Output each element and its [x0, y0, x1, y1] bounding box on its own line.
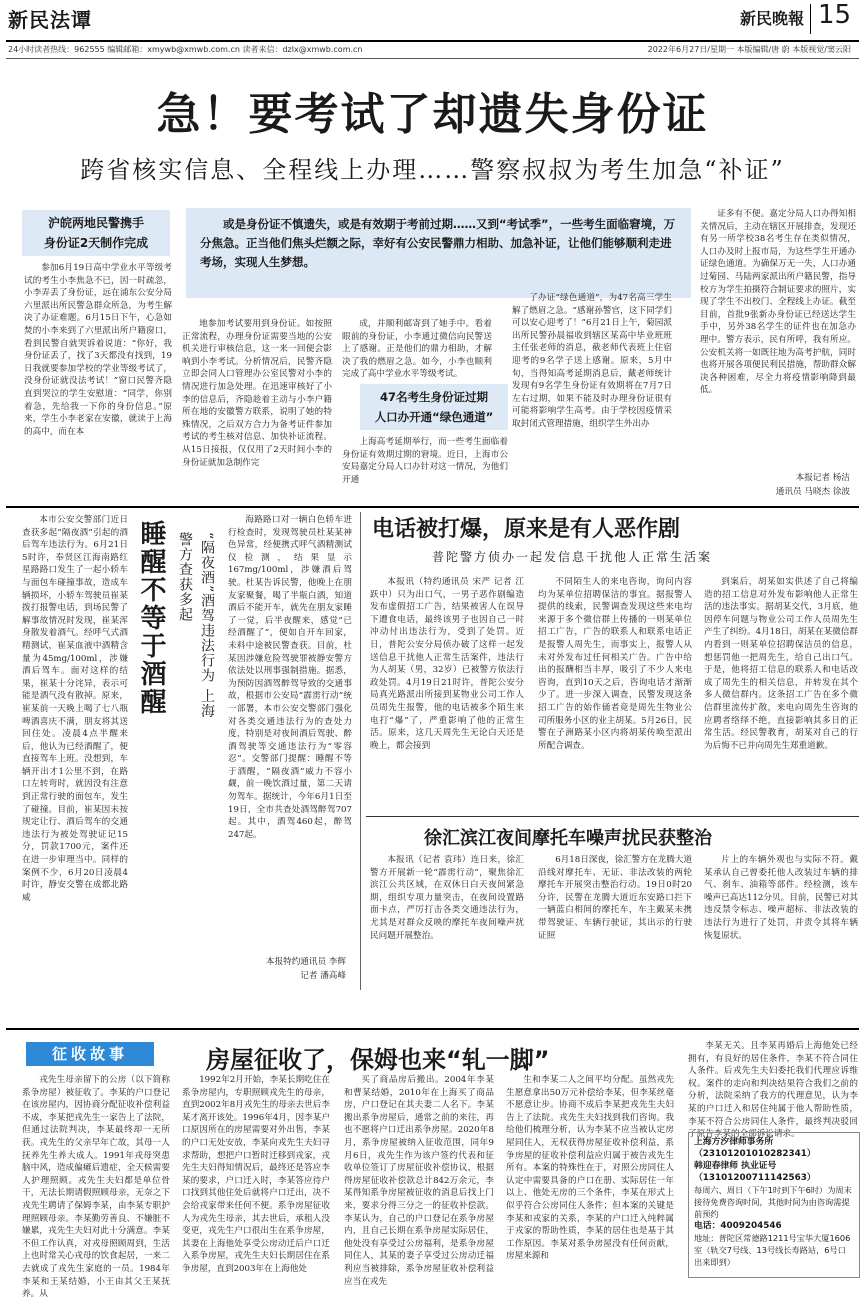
story4-col-2: 6月18日深夜，徐汇警方在龙腾大道沿线对摩托车、无证、非法改装的两轮摩托车开展突击整治行动。19日0时20分许，民警在龙腾大道近东安路口拦下一辆蓝白相间的摩托车，车主戴某未携带驾驶证、车辆行驶证，其出示的行驶证照 — [538, 855, 692, 941]
sub1-title-line2: 身份证2天制作完成 — [43, 236, 149, 250]
main-col-5: 证多有不便。嘉定分局人口办得知相关情况后，主动在辖区开展排查，发现还有另一所学校38名考生存在类似情况，人口办及时上报市局，为这些学生开通办证绿色通道。为确保万无一失，人口办通过菊园、马陆两家派出所户籍民警，指导校方为学生拍摄符合制证要求的照片，实现了学生不出校门、全程线上办证。截至目前，首批9张新办身份证已经送达学生手中，另外38名学生的证件也在加急办理中。警方表示，民有所呼，我有所应。公安机关将一如既往地为高考护航，同时也将开展各项便民利民措施，帮助群众解决各种困难，尽全力将疫情影响降到最低。 — [700, 209, 856, 396]
main-col-3: 成，并顺利邮寄到了她手中。看着眼前的身份证，小李通过微信向民警送上了感谢。正是他们的鼎力相助，才解决了我的燃眉之急。如今，小李也顺利完成了高中学业水平等级考试。 — [342, 319, 492, 380]
masthead-divider — [810, 4, 811, 34]
story2-subtitle — [174, 532, 218, 732]
section-rule-2 — [366, 816, 859, 817]
main-col-3b: 上海高考延期举行，而一些考生面临着身份证有效期过期的窘境。近日，上海市公安局嘉定分局人口办针对这一情况，为他们开通 — [342, 437, 508, 485]
lawyer-name: 韩迎春律师 执业证号 — [694, 1161, 777, 1171]
lawyer-code-2: （13101200711142563） — [694, 1173, 816, 1183]
lawyer-phone: 电话：4009204546 — [694, 1221, 782, 1231]
story2-subtitle-line2: 上海警方查获多起 — [177, 532, 215, 719]
section-title: 新民法谭 — [8, 8, 92, 32]
header-subrule — [6, 58, 859, 59]
section-rule-1 — [6, 506, 859, 508]
story2-col-1: 本市公安交警部门近日查获多起“隔夜酒”引起的酒后驾车违法行为。6月21日5时许，奉贤区江海南路红星路路口发生了一起小轿车与面包车碰撞事故，造成车辆损坏，小轿车驾驶员崔某拨打报警电话，到场民警了解事故情况时发现，崔某浑身散发着酒气。经呼气式酒精测试，崔某血液中酒精含量为45mg/100ml，涉嫌酒后驾车。面对这样的结果，崔某十分诧异，表示可能是酒气没有散掉。原来，崔某前一天晚上喝了七八瓶啤酒喜庆不满，朋友将其送回住处。凌晨4点半醒来后，他认为已经酒醒了，便直接驾车上班。没想到，车辆开出才1公里不到，在路口左转弯时，就因没有注意到正常行驶的面包车，发生了碰撞。目前，崔某因未按规定让行、酒后驾车的交通违法行为被处驾驶证记15分，罚款1700元，案件还在进一步审理当中。同样的案例不少，6月20日凌晨4时许，静安交警在成都北路威 — [22, 515, 128, 903]
date-editor-line: 2022年6月27日/星期一 本版编辑/唐 蔚 本版视觉/窦云阳 — [647, 45, 851, 54]
story2-subtitle-line1: “隔夜酒”酒驾违法行为 — [199, 532, 215, 684]
story4-col-1: 本报讯（记者 袁玮）连日来，徐汇警方开展新一轮“霹雳行动”，聚焦徐汇滨江公共区域，在双休日白天夜间紧急期，组织专项力量突击，在夜间设置路面卡点，严厉打击各类交通违法行为，尤其是对群众反映的摩托车夜间噪声扰民问题开展整治。 — [370, 855, 524, 941]
main-headline: 急！要考试了却遗失身份证 — [156, 89, 709, 140]
story3-col-1: 本报讯（特约通讯员 宋严 记者 江跃中）只为出口气，一男子恶作剧编造发布虚假招工广告，结果被害人在误导下遭食电话，最终该男子也因自己一时冲动付出违法行为，受到了处罚。近日，普陀公安分局侦办破了这样一起发送信息干扰他人正常生活案件，违法行为人胡某（男，32岁）已被警方依法行政处罚。4月19日21时许，普陀公安分局真光路派出所接到某物业公司工作人员周先生报警，他的电话被多个陌生来电打“爆”了，严重影响了他的正常生活。原来，这几天周先生无论白天还是晚上，都会接到 — [370, 577, 524, 751]
story5-col-3: 买了商品房后搬出。2004年李某和曹某结婚，2010年在上海买了商品房，户口登记在其夫妻二人名下。李某搬出系争房屋后，通常之前的来往，再也不愿将户口迁出系争房屋。2020年8月，系争房屋被纳入征收范围，同年9月6日，戎先生作为该户签约代表和征收单位签订了房屋征收补偿协议，根据得房屋征收补偿款总计842万余元，李某得知系争房屋被征收的消息后找上门来，要求分得三分之一的征收补偿款。李某认为，自己的户口登记在系争房屋内，且自己长期在系争房屋实际居住，他处没有享受过公房福利，是系争房屋同住人，其某的妻子享受过公房动迁福利应当被排除，系争房屋征收补偿利益应当在戎先 — [344, 1075, 494, 1287]
story5-col-2: 1992年2月开始，李某长期吃住在系争房屋内，专职照顾戎先生的母亲，直到2002年8月戎先生的母亲去世后李某才离开该处。1996年4月，因李某户口原因所在的房屋需要对外出售，李某的户口无处安放，李某向戎先生夫妇寻求帮助，想把户口暂时迁移到戎家，戎先生夫妇得知情况后，最终还是答应李某的要求，户口迁入时，李某答应待户口找到其他住处后就将户口迁出，决不会给戎家带来任何不便。系争房屋征收人为戎先生母亲，其去世后，承租人没变更，戎先生户口很出生在系争房屋，其妻在上海他处享受公房动迁后户口迁入系争房屋，戎先生夫妇长期居住在系争房屋，直到2003年在上海他处 — [182, 1075, 330, 1274]
masthead-logo: 新民晚報 — [740, 9, 805, 28]
story4-title: 徐汇滨江夜间摩托车噪声扰民获整治 — [424, 828, 712, 849]
story5-col-5: 李某无关。且李某再婚后上海他处已经拥有，有良好的居住条件，李某不符合同住人条件。后戎先生夫妇委托我们代理应诉维权。案件的走向和判决结果符合我们之前的分析，法院采纳了我方的代理意见，认为李某的户口迁入和居住纯属于他人帮助性质，李某不符合公房同住人条件，最终判决驳回了原告李某的全部诉讼请求。 — [688, 1041, 858, 1140]
lawyer-contact-box — [688, 1132, 860, 1278]
story5-col-1: 戎先生母亲留下的公房（以下简称系争房屋）被征收了。李某的户口登记在该房屋内，因协商分配征收补偿利益不成，李某把戎先生一家告上了法院，但通过法院判决，李某最终却一无所获。戎先生的父亲早年亡故，其母一人抚养先生养大成人。1991年戎母突患脑中风，造成偏瘫后遗症，全天候需要人护理照顾。戎先生夫妇都是单位骨干，无法长期请假照顾母亲，无奈之下戎先生聘请了保姆李某，由李某专职护理照顾母亲。李某勤劳善良、不嫌脏不嫌累，戎先生夫妇对此十分满意。李某不但工作认真，对戎母照顾周到，生活上也时常关心戎母的饮食起居，一来二去就成了戎先生家庭的一员。1984年李某和王某结婚，小王由其父王某抚养。从 — [22, 1075, 170, 1300]
main-col-1: 参加6月19日高中学业水平等级考试的考生小李焦急不已，因一时疏忽，小李弄丢了身份证，远在浦东公安分局六里派出所民警急群众所急，为考生解决了办证难题。6月15日下午，心急如焚的小李来到了六里派出所户籍窗口，看到民警自就哭诉着说道：“你好，我身份证丢了，找了3天都没有找到，19日我就要参加学校的学业等级考试了，没身份证就没法考试！”窗口民警齐隐直到哭泣的学生安慰道：“同学，你别着急，先给我一下你的身份信息。”原来，学生小李老家在安徽，就读于上海的高中，而在本 — [24, 263, 172, 437]
lawyer-code-1: （23101201010282341） — [694, 1149, 816, 1159]
story3-title: 电话被打爆，原来是有人恶作剧 — [372, 517, 681, 542]
lawyer-address: 地址：普陀区常德路1211号宝华大厦1606室（轨交7号线、13号线长寿路站，6号口出来即到） — [694, 1233, 851, 1267]
story4-col-3: 片上的车辆外观也与实际不符。戴某承认自己曾委托他人改装过车辆的排气、刹车、油箱等部件。经检测，该车噪声已高达112分贝。目前，民警已对其违反禁令标志、噪声超标、非法改装的违法行为进行了处罚，并责令其将车辆恢复原状。 — [704, 855, 858, 941]
story5-col-4: 生和李某二人之间平均分配。虽然戎先生愿意拿出50万元补偿给李某，但李某丝毫不愿意让步。协商不成后李某把戎先生夫妇告上了法院。戎先生夫妇找到我们咨询。我给他们梳理分析，认为李某不应当被认定房屋同住人，无权获得房屋征收补偿利益，系争房屋的征收补偿利益应归属于被告戎先生所有。本案的特殊性在于，对照公房同住人认定中需要具备的户口在册、实际居住一年以上、他处无房的三个条件，李某在形式上似乎符合公房同住人条件；但本案的关键是李某和戎家的关系，李某的户口迁入纯粹属于戎家的帮助性质，李某的居住也是基于其工作原因。李某对系争房屋没有任何贡献，房屋来源和 — [506, 1075, 674, 1262]
sub2-title-line2: 人口办开通“绿色通道” — [374, 410, 494, 424]
sub2-title — [360, 384, 508, 430]
section-rule-3 — [6, 1028, 859, 1030]
story2-title: 睡醒不等于酒醒 — [136, 520, 166, 716]
story3-subtitle: 普陀警方侦办一起发信息干扰他人正常生活案 — [432, 550, 713, 564]
main-byline-correspondents: 通讯员 马晓杰 徐波 — [775, 487, 850, 497]
main-col-2: 地参加考试要用到身份证。如按照正常流程，办理身份证需要当地的公安机关进行审核信息，这一来一回便会影响到小李考试。分析情况后，民警齐隐立即会同人口管理办公室民警对小李的情况进行加急处理。在迅速审核好了小李的信息后，齐隐趁着主动与小李户籍所在地的安徽警方联系，说明了她的特殊情况，之后双方合力为备考证件参加考试的考生核对信息、加快补证流程。从15日接报，仅仅用了2天时间小李的身份证就加急制作完 — [182, 319, 332, 468]
sub2-title-line1: 47名考生身份证过期 — [379, 390, 488, 404]
column-tag: 征收故事 — [26, 1042, 154, 1066]
lawyer-firm: 上海方汐律师事务所 — [694, 1137, 774, 1147]
story5-title: 房屋征收了，保姆也来“轧一脚” — [206, 1046, 550, 1074]
story3-col-2: 不同陌生人的来电咨询，询问内容均为某单位招聘保洁的事宜。据报警人提供的线索，民警调查发现这些来电均来源于多个微信群上传播的一则某单位招工广告，广告的联系人和联系电话正是报警人周先生，而事实上，报警人从未对外发布过任何相关广告。广告中给出的报酬相当丰厚，吸引了不少人来电咨询，直到10天之后，咨询电话才渐渐少了。进一步深入调查，民警发现这条招工广告的始作俑者竟是周先生物业公司所服务小区的业主胡某。5月26日，民警在子洲路某小区内将胡某传唤至派出所配合调查。 — [538, 577, 692, 751]
hotline-info: 24小时读者热线：962555 编辑邮箱：xmywb@xmwb.com.cn 读者来信：dzlx@xmwb.com.cn — [8, 45, 363, 54]
lawyer-note: 每周六、周日（下午1时到下午6时）为周末接待免费咨询时间，其他时间为由咨询需提前预约 — [694, 1185, 852, 1219]
column-divider — [360, 512, 361, 990]
header-rule — [6, 40, 859, 42]
lead-box: 或是身份证不慎遗失，或是有效期于考前过期……又到“考试季”，一些考生面临窘境，万分焦急。正当他们焦头烂额之际，幸好有公安民警鼎力相助、加急补证，让他们能够顺利走进考场，实现人生梦想。 — [186, 208, 691, 298]
story2-byline-1: 本报特约通讯员 李辉 — [265, 957, 346, 967]
main-byline-reporter: 本报记者 杨洁 — [795, 473, 850, 483]
story2-byline-2: 记者 潘高峰 — [300, 971, 346, 981]
sub1-title-line1: 沪皖两地民警携手 — [47, 216, 144, 230]
page-number: 15 — [818, 0, 852, 30]
sub1-title — [22, 210, 170, 256]
story3-col-3: 到案后，胡某如实供述了自己将编造的招工信息对外发布影响他人正常生活的违法事实。据胡某交代，3月底，他因停车问题与物业公司工作人员周先生产生了纠纷。4月18日，胡某在某微信群内看到一则某单位招聘保洁员的信息，想惩罚他一把周先生，给自己出口气。于是，他将招工信息的联系人和电话改成了周先生的相关信息，并转发在其个多人微信群内。这条招工广告在多个微信群里流传扩散，来电向周先生咨询的应聘者络绎不绝，直接影响其多日的正常生活。经民警教育，胡某对自己的行为后悔不已并向周先生郑重道歉。 — [704, 577, 858, 751]
story2-col-2: 海路路口对一辆白色轿车进行检查时，发现驾驶员杜某某神色异常，经便携式呼气酒精测试仪检测，结果显示167mg/100ml，涉嫌酒后驾驶。杜某告诉民警，他晚上在朋友家聚餐，喝了半瓶白酒，知道酒后不能开车，就先在朋友家睡了一觉，后半夜醒来，感觉“已经酒醒了”，便如自开车回家，未料中途被民警查获。目前，杜某因涉嫌危险驾驶罪被静安警方依法处以刑事强制措施。据悉，为预防因酒驾醉驾导致的交通事故，根据市公安局“霹雳行动”统一部署，本市公安交警部门强化对各类交通违法行为的查处力度，特别是对夜间酒后驾驶、醉酒驾驶等交通违法行为“零容忍”。交警部门提醒：睡醒不等于酒醒，“隔夜酒”威力不容小觑，前一晚饮酒过量，第二天请勿驾车。据统计，今年6月1日至19日，全市共查处酒驾醉驾707起。其中，酒驾460起，醉驾247起。 — [228, 515, 352, 840]
main-col-4: 了办证“绿色通道”，为47名高三学生解了燃眉之急。“感谢孙警官，这下同学们可以安心迎考了！”6月21日上午，菊园派出所民警孙晨福收到辖区某高中毕业班班主任张老师的消息，截老师代表班上住宿迎考的9名学子送上感谢。原来，5月中旬，当得知高考延期消息后，戴老师统计发现有9名学生身份证有效期将在7月7日左右过期，如果不能及时办理身份证很有可能将影响学生高考。由于学校因疫情采取封闭式管理措施，组织学生外出办 — [512, 293, 672, 429]
main-subheadline: 跨省核实信息、全程线上办理……警察叔叔为考生加急“补证” — [80, 156, 785, 184]
